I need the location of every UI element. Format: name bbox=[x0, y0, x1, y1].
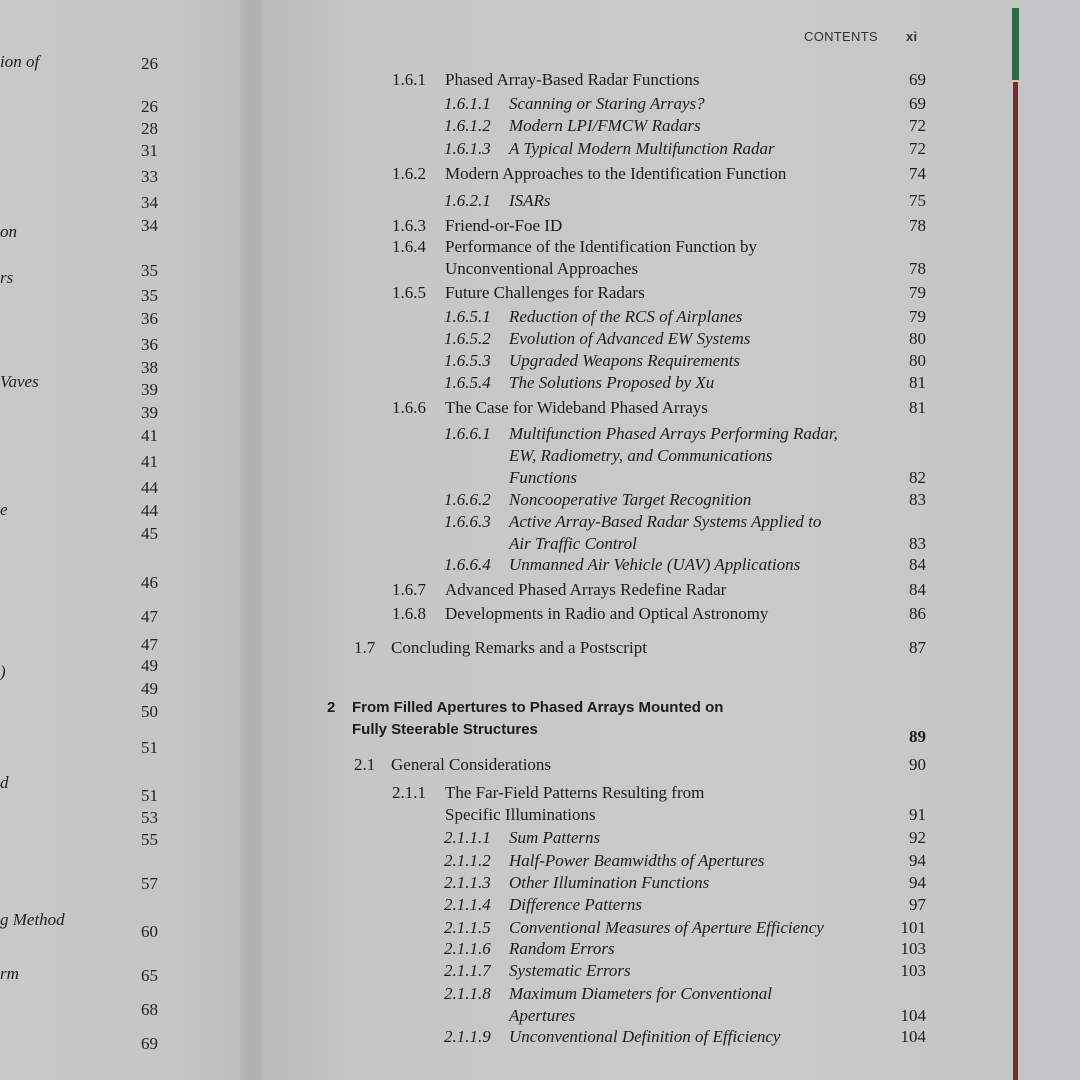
toc-entry-number: 1.6.6.1 bbox=[444, 424, 491, 443]
toc-entry-title: Friend-or-Foe ID bbox=[445, 216, 563, 235]
toc-entry-number: 1.6.1.2 bbox=[444, 116, 491, 135]
toc-entry-title: Modern Approaches to the Identification Function bbox=[445, 164, 787, 183]
toc-entry-title: From Filled Apertures to Phased Arrays Mounted on bbox=[352, 699, 724, 716]
toc-entry-page: 104 bbox=[900, 1027, 926, 1046]
left-page-text-fragment: g Method bbox=[0, 910, 65, 929]
header-section-title: CONTENTS bbox=[804, 29, 878, 44]
toc-entry-page: 84 bbox=[909, 580, 926, 599]
toc-entry-number: 1.6.1 bbox=[392, 70, 426, 89]
toc-entry-number: 2.1.1.9 bbox=[444, 1027, 491, 1046]
left-page-number: 57 bbox=[141, 874, 158, 893]
left-page-number: 55 bbox=[141, 830, 158, 849]
page-number-roman bbox=[906, 29, 917, 44]
toc-entry-title: Modern LPI/FMCW Radars bbox=[509, 116, 701, 135]
left-page-text-fragment: on bbox=[0, 222, 17, 241]
toc-entry-page: 94 bbox=[909, 851, 926, 870]
toc-entry-title: Advanced Phased Arrays Redefine Radar bbox=[445, 580, 727, 599]
toc-entry-title: The Solutions Proposed by Xu bbox=[509, 373, 715, 392]
toc-entry-number: 2.1.1.3 bbox=[444, 873, 491, 892]
toc-entry-title: Multifunction Phased Arrays Performing Radar, bbox=[509, 424, 838, 443]
toc-entry-number: 1.7 bbox=[354, 638, 376, 657]
left-page-text-fragment: d bbox=[0, 773, 9, 792]
toc-entry-page: 86 bbox=[909, 604, 926, 623]
left-page-number: 45 bbox=[141, 524, 158, 543]
toc-entry-title: Half-Power Beamwidths of Apertures bbox=[509, 851, 765, 870]
left-page-number: 47 bbox=[141, 607, 158, 626]
left-page-number: 44 bbox=[141, 501, 158, 520]
toc-entry-title: The Case for Wideband Phased Arrays bbox=[445, 398, 708, 417]
toc-entry-title: Unmanned Air Vehicle (UAV) Applications bbox=[509, 555, 801, 574]
toc-entry-page: 80 bbox=[909, 329, 926, 348]
left-page-number: 53 bbox=[141, 808, 158, 827]
toc-entry-number: 1.6.5.2 bbox=[444, 329, 491, 348]
left-page-number: 68 bbox=[141, 1000, 158, 1019]
left-page-number: 31 bbox=[141, 141, 158, 160]
toc-entry-title: Evolution of Advanced EW Systems bbox=[509, 329, 751, 348]
toc-entry-title: Sum Patterns bbox=[509, 828, 601, 847]
toc-entry-page: 81 bbox=[909, 398, 926, 417]
left-page-number: 60 bbox=[141, 922, 158, 941]
left-page-number: 28 bbox=[141, 119, 158, 138]
toc-entry-title: Air Traffic Control bbox=[509, 534, 637, 553]
left-page-number: 34 bbox=[141, 193, 158, 212]
left-page-number: 65 bbox=[141, 966, 158, 985]
bookmark-ribbon bbox=[1012, 8, 1019, 82]
toc-entry-title: Phased Array-Based Radar Functions bbox=[445, 70, 700, 89]
toc-entry-number: 1.6.8 bbox=[392, 604, 426, 623]
left-page-number: 38 bbox=[141, 358, 158, 377]
toc-entry-title: Future Challenges for Radars bbox=[445, 283, 645, 302]
toc-entry-title: The Far-Field Patterns Resulting from bbox=[445, 783, 705, 802]
toc-entry-number: 2.1.1.1 bbox=[444, 828, 491, 847]
toc-entry-title: Apertures bbox=[509, 1006, 576, 1025]
toc-entry-title: Performance of the Identification Function by bbox=[445, 237, 758, 256]
toc-entry-page: 80 bbox=[909, 351, 926, 370]
left-page-number: 26 bbox=[141, 97, 158, 116]
toc-entry-number: 2.1.1.6 bbox=[444, 939, 491, 958]
toc-entry-page: 83 bbox=[909, 490, 926, 509]
toc-entry-title: Unconventional Approaches bbox=[445, 259, 639, 278]
running-header bbox=[804, 29, 878, 44]
left-page-number: 46 bbox=[141, 573, 158, 592]
toc-entry-title: General Considerations bbox=[391, 755, 552, 774]
left-page-number: 51 bbox=[141, 738, 158, 757]
left-page-number: 69 bbox=[141, 1034, 158, 1053]
toc-entry-title: EW, Radiometry, and Communications bbox=[509, 446, 773, 465]
toc-entry-number: 1.6.2 bbox=[392, 164, 426, 183]
toc-entry-number: 1.6.6.3 bbox=[444, 512, 491, 531]
left-page-text-fragment: Vaves bbox=[0, 372, 39, 391]
toc-entry-page: 101 bbox=[900, 918, 926, 937]
toc-entry-number: 2.1.1.4 bbox=[444, 895, 491, 914]
toc-entry-number: 2.1.1.2 bbox=[444, 851, 491, 870]
toc-entry-title: Reduction of the RCS of Airplanes bbox=[509, 307, 743, 326]
toc-entry-page: 75 bbox=[909, 191, 926, 210]
toc-entry-title: Random Errors bbox=[509, 939, 615, 958]
left-page-text-fragment: rm bbox=[0, 964, 19, 983]
toc-entry-title: Systematic Errors bbox=[509, 961, 631, 980]
toc-entry-page: 92 bbox=[909, 828, 926, 847]
left-page-number: 51 bbox=[141, 786, 158, 805]
toc-entry-title: Unconventional Definition of Efficiency bbox=[509, 1027, 781, 1046]
toc-entry-number: 2.1.1.5 bbox=[444, 918, 491, 937]
toc-entry-number: 1.6.5 bbox=[392, 283, 426, 302]
left-page-number: 26 bbox=[141, 54, 158, 73]
toc-entry-title: Noncooperative Target Recognition bbox=[509, 490, 752, 509]
toc-entry-number: 1.6.1.1 bbox=[444, 94, 491, 113]
toc-entry-number: 2.1.1.8 bbox=[444, 984, 491, 1003]
left-page-text-fragment: rs bbox=[0, 268, 14, 287]
toc-entry-title: Other Illumination Functions bbox=[509, 873, 710, 892]
left-page-number: 44 bbox=[141, 478, 158, 497]
toc-entry-page: 91 bbox=[909, 805, 926, 824]
toc-entry-title: Maximum Diameters for Conventional bbox=[509, 984, 772, 1003]
toc-entry-page: 69 bbox=[909, 70, 926, 89]
toc-entry-page: 89 bbox=[909, 727, 926, 746]
header-page-number: xi bbox=[906, 29, 918, 44]
left-page-number: 35 bbox=[141, 261, 158, 280]
toc-entry-page: 97 bbox=[909, 895, 926, 914]
toc-entry-number: 1.6.2.1 bbox=[444, 191, 491, 210]
left-page-number: 49 bbox=[141, 656, 158, 675]
toc-entry-title: Difference Patterns bbox=[509, 895, 642, 914]
toc-entry-number: 2.1.1 bbox=[392, 783, 426, 802]
toc-entry-number: 1.6.3 bbox=[392, 216, 426, 235]
left-page-number: 39 bbox=[141, 403, 158, 422]
toc-entry-page: 69 bbox=[909, 94, 926, 113]
toc-entry-page: 74 bbox=[909, 164, 926, 183]
toc-entry-title: Scanning or Staring Arrays? bbox=[509, 94, 705, 113]
left-page-number: 47 bbox=[141, 635, 158, 654]
toc-entry-title: ISARs bbox=[509, 191, 551, 210]
toc-entry-page: 84 bbox=[909, 555, 926, 574]
toc-entry-page: 83 bbox=[909, 534, 926, 553]
toc-entry-number: 1.6.1.3 bbox=[444, 139, 491, 158]
toc-entry-page: 103 bbox=[900, 939, 926, 958]
toc-entry-title: Developments in Radio and Optical Astronomy bbox=[445, 604, 769, 623]
left-page-number: 50 bbox=[141, 702, 158, 721]
left-page-number: 33 bbox=[141, 167, 158, 186]
left-page-number: 36 bbox=[141, 309, 158, 328]
left-page-number: 39 bbox=[141, 380, 158, 399]
toc-entry-page: 82 bbox=[909, 468, 926, 487]
toc-entry-title: Specific Illuminations bbox=[445, 805, 596, 824]
left-page-number: 49 bbox=[141, 679, 158, 698]
toc-entry-page: 79 bbox=[909, 307, 926, 326]
left-page-number: 41 bbox=[141, 452, 158, 471]
left-page-number: 41 bbox=[141, 426, 158, 445]
toc-entry-number: 1.6.4 bbox=[392, 237, 426, 256]
toc-entry-number: 1.6.6.4 bbox=[444, 555, 491, 574]
toc-entry-number: 2 bbox=[327, 699, 336, 716]
toc-entry-number: 2.1 bbox=[354, 755, 376, 774]
toc-entry-number: 1.6.5.1 bbox=[444, 307, 491, 326]
toc-entry-page: 72 bbox=[909, 139, 926, 158]
toc-entry-number: 2.1.1.7 bbox=[444, 961, 491, 980]
toc-entry-title: Concluding Remarks and a Postscript bbox=[391, 638, 647, 657]
book-cover-edge bbox=[1013, 10, 1018, 1080]
toc-entry-title: Active Array-Based Radar Systems Applied to bbox=[509, 512, 822, 531]
left-page-number: 35 bbox=[141, 286, 158, 305]
left-page-text-fragment: ion of bbox=[0, 52, 40, 71]
toc-entry-title: Fully Steerable Structures bbox=[352, 721, 538, 738]
toc-entry-page: 78 bbox=[909, 259, 926, 278]
toc-entry-page: 103 bbox=[900, 961, 926, 980]
toc-entry-page: 79 bbox=[909, 283, 926, 302]
toc-entry-number: 1.6.6.2 bbox=[444, 490, 491, 509]
toc-entry-title: Conventional Measures of Aperture Efficiency bbox=[509, 918, 824, 937]
toc-entry-page: 81 bbox=[909, 373, 926, 392]
left-page-number: 36 bbox=[141, 335, 158, 354]
left-page-text-fragment: e bbox=[0, 500, 8, 519]
background-surface bbox=[1017, 0, 1080, 1080]
toc-entry-page: 104 bbox=[900, 1006, 926, 1025]
toc-entry-page: 72 bbox=[909, 116, 926, 135]
toc-entry-page: 90 bbox=[909, 755, 926, 774]
toc-entry-page: 87 bbox=[909, 638, 926, 657]
left-page-text-fragment: ) bbox=[0, 662, 6, 681]
toc-entry-title: A Typical Modern Multifunction Radar bbox=[509, 139, 775, 158]
toc-entry-number: 1.6.7 bbox=[392, 580, 426, 599]
toc-entry-page: 94 bbox=[909, 873, 926, 892]
toc-entry-title: Upgraded Weapons Requirements bbox=[509, 351, 741, 370]
toc-entry-number: 1.6.6 bbox=[392, 398, 426, 417]
toc-entry-title: Functions bbox=[509, 468, 577, 487]
toc-entry-number: 1.6.5.4 bbox=[444, 373, 491, 392]
toc-entry-page: 78 bbox=[909, 216, 926, 235]
toc-entry-number: 1.6.5.3 bbox=[444, 351, 491, 370]
left-page-number: 34 bbox=[141, 216, 158, 235]
